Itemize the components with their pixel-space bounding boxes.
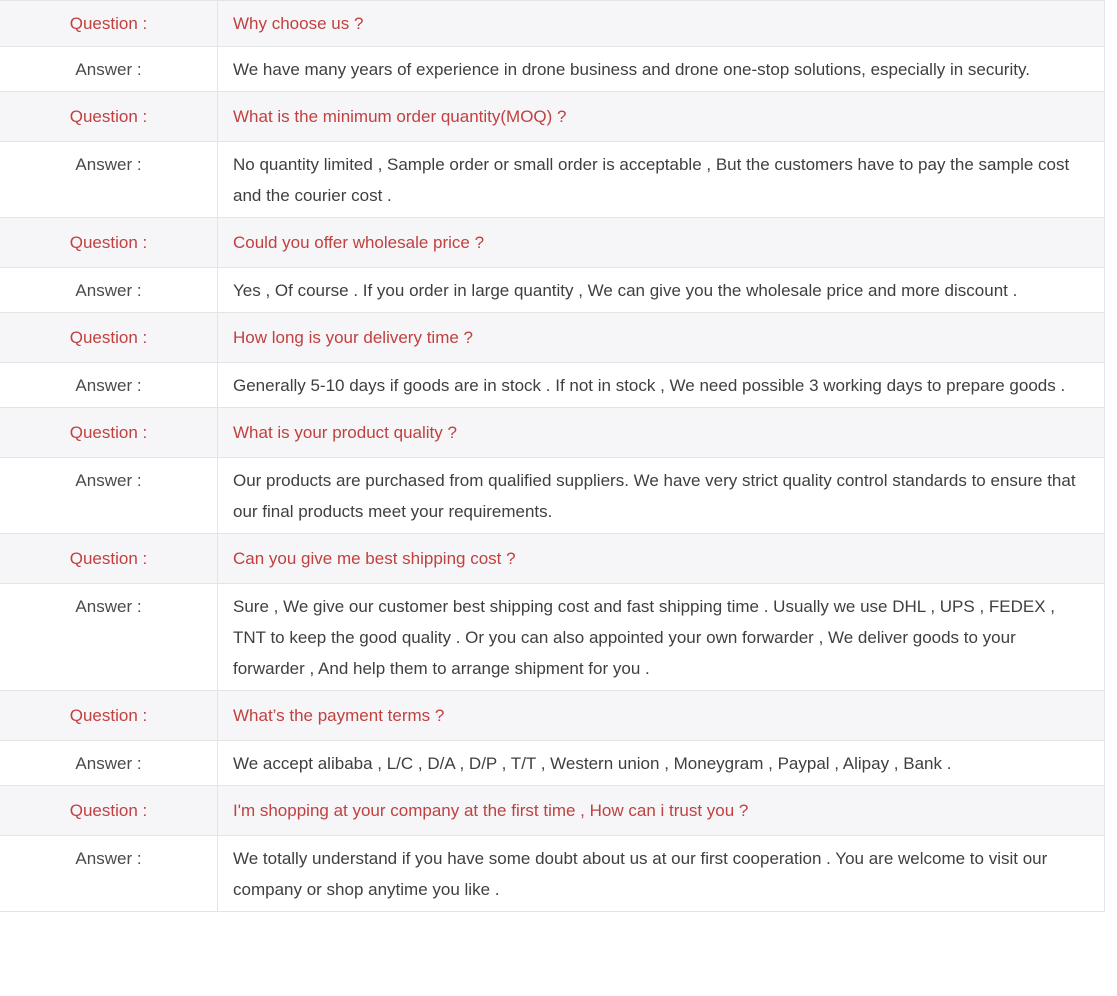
answer-label: Answer :	[0, 142, 218, 217]
question-text: I'm shopping at your company at the first time , How can i trust you ?	[233, 801, 749, 820]
question-label: Question :	[0, 786, 218, 835]
answer-label: Answer :	[0, 836, 218, 911]
answer-text: We totally understand if you have some doubt about us at our first cooperation . You are welcome to visit our company or shop anytime you like .	[233, 849, 1048, 899]
answer-text: We accept alibaba , L/C , D/A , D/P , T/T , Western union , Moneygram , Paypal , Alipay , Bank .	[233, 754, 952, 773]
question-text: Could you offer wholesale price ?	[233, 233, 485, 252]
faq-answer-row	[0, 741, 1104, 786]
faq-question-row	[0, 218, 1104, 268]
answer-label: Answer :	[0, 268, 218, 312]
faq-answer-row	[0, 363, 1104, 408]
question-text: What is the minimum order quantity(MOQ) ?	[233, 107, 567, 126]
question-text: How long is your delivery time ?	[233, 328, 473, 347]
question-label: Question :	[0, 1, 218, 46]
faq-question-row	[0, 408, 1104, 458]
answer-text: Our products are purchased from qualified suppliers. We have very strict quality control standards to ensure that our final products meet your requirements.	[233, 471, 1076, 521]
question-text: What is your product quality ?	[233, 423, 457, 442]
question-label: Question :	[0, 691, 218, 740]
faq-question-row	[0, 534, 1104, 584]
faq-answer-row	[0, 836, 1104, 912]
faq-answer-row	[0, 142, 1104, 218]
question-label: Question :	[0, 408, 218, 457]
faq-answer-row	[0, 584, 1104, 691]
faq-answer-row	[0, 268, 1104, 313]
answer-label: Answer :	[0, 584, 218, 690]
faq-answer-row	[0, 47, 1104, 92]
answer-label: Answer :	[0, 363, 218, 407]
faq-question-row	[0, 313, 1104, 363]
question-text: Can you give me best shipping cost ?	[233, 549, 516, 568]
answer-label: Answer :	[0, 47, 218, 91]
answer-text: Yes , Of course . If you order in large quantity , We can give you the wholesale price and more discount .	[233, 281, 1018, 300]
faq-question-row	[0, 1, 1104, 47]
question-label: Question :	[0, 92, 218, 141]
answer-text: Sure , We give our customer best shipping cost and fast shipping time . Usually we use DHL , UPS , FEDEX , TNT to keep the good quality . Or you can also appointed your own forwarder , We deliver goods to your forwarder , And help them to arrange shipment for you .	[233, 597, 1056, 678]
answer-label: Answer :	[0, 741, 218, 785]
question-label: Question :	[0, 218, 218, 267]
answer-label: Answer :	[0, 458, 218, 533]
faq-question-row	[0, 691, 1104, 741]
question-label: Question :	[0, 534, 218, 583]
question-label: Question :	[0, 313, 218, 362]
faq-question-row	[0, 92, 1104, 142]
answer-text: We have many years of experience in drone business and drone one-stop solutions, especially in security.	[233, 60, 1030, 79]
answer-text: Generally 5-10 days if goods are in stock . If not in stock , We need possible 3 working days to prepare goods .	[233, 376, 1066, 395]
question-text: What’s the payment terms ?	[233, 706, 445, 725]
answer-text: No quantity limited , Sample order or small order is acceptable , But the customers have to pay the sample cost and the courier cost .	[233, 155, 1070, 205]
faq-question-row	[0, 786, 1104, 836]
faq-answer-row	[0, 458, 1104, 534]
question-text: Why choose us ?	[233, 14, 364, 33]
